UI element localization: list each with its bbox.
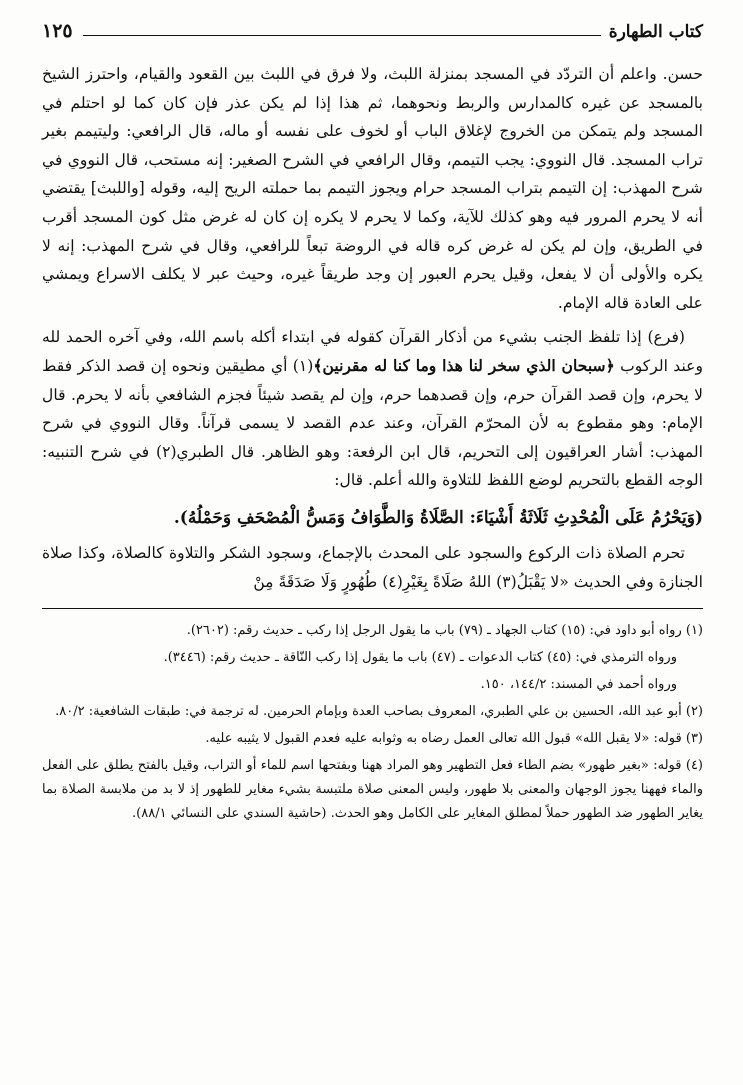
quran-quote: ﴿سبحان الذي سخر لنا هذا وما كنا له مقرنين﴾	[313, 355, 615, 375]
paragraph-2-text: (فرع) إذا تلفظ الجنب بشيء من أذكار القرآن كقوله في ابتداء أكله باسم الله، وفي آخره الحمد لله وعند الركوب	[42, 328, 703, 375]
page-number: ١٢٥	[42, 20, 73, 42]
footnote-rule	[42, 608, 703, 609]
footnotes	[42, 619, 703, 826]
footnote-2: (٢) أبو عبد الله، الحسين بن علي الطبري، المعروف بصاحب العدة وبإمام الحرمين. له ترجمة في: طبقات الشافعية: ٨٠/٢.	[55, 704, 703, 720]
footnote-1-line-2: ورواه الترمذي في: (٤٥) كتاب الدعوات ـ (٤٧) باب ما يقول إذا ركب النّاقة ـ حديث رقم: (٣٤٤٦).	[163, 650, 677, 666]
footnote-1-line-3: ورواه أحمد في المسند: ١٤٤/٢، ١٥٠.	[480, 677, 677, 693]
page-header	[42, 16, 703, 42]
header-rule	[83, 35, 601, 36]
matn-line: (وَيَحْرُمُ عَلَى الْمُحْدِثِ ثَلَاثَةُ أَشْيَاءَ: الصَّلَاةُ وَالطَّوَافُ وَمَسُّ الْمُصْحَفِ وَحَمْلُهُ).	[173, 507, 703, 528]
footnote-1: (١) رواه أبو داود في: (١٥) كتاب الجهاد ـ (٧٩) باب ما يقول الرجل إذا ركب ـ حديث رقم: (٢٦٠٢).	[186, 623, 703, 639]
running-title: كتاب الطهارة	[608, 22, 703, 42]
main-text	[42, 60, 703, 596]
paragraph-1: حسن. واعلم أن التردّد في المسجد بمنزلة اللبث، ولا فرق في اللبث بين القعود والقيام، واحترز الشيخ بالمسجد عن غيره كالمدارس والربط ونحوهما، ثم هذا إذا لم يكن عذر فإن كان كما لو احتلم في المسجد ولم يتمكن من الخروج لإغلاق الباب أو لخوف على نفسه أو ماله، قال الرافعي: وليتيمم بغير تراب المسجد. قال النووي: يجب التيمم، وقال الرافعي في الشرح الصغير: إنه مستحب، قال النووي في شرح المهذب: إن التيمم بتراب المسجد حرام ويجوز التيمم بما حملته الريح إليه، وقوله [واللبث] يقتضي أنه لا يحرم المرور فيه وهو كذلك للآية، وكما لا يحرم لا يكره إن كان له غرض مثل كون المسجد أقرب في الطريق، وإن لم يكن له غرض كره قاله في الروضة تبعاً للرافعي، وقال في شرح المهذب: إنه لا يكره والأولى أن لا يفعل، وقيل يحرم العبور إن وجد طريقاً غيره، وحيث عبر لا يكلف الاسراع ويمشي على العادة قاله الإمام.	[42, 65, 703, 312]
paragraph-2	[42, 323, 703, 495]
paragraph-2-rest: (١) أي مطيقين ونحوه إن قصد الذكر فقط لا يحرم، وإن قصد القرآن حرم، وإن قصدهما حرم، وإن لم يقصد شيئاً فجزم الشافعي بأنه لا يحرم. قال الإمام: وهو مقطوع به لأن المحرّم القرآن، وعند عدم القصد لا يسمى قرآناً. وقال النووي في شرح المهذب: أشار العراقيون إلى التحريم، قال ابن الرفعة: وهو الظاهر. قال الطبري(٢) في شرح التنبيه: الوجه القطع بالتحريم لوضع اللفظ للتلاوة والله أعلم. قال:	[42, 356, 703, 490]
footnote-3: (٣) قوله: «لا يقبل الله» قبول الله تعالى العمل رضاه به وثوابه عليه فعدم القبول لا يثيبه عليه.	[205, 731, 703, 747]
paragraph-3: تحرم الصلاة ذات الركوع والسجود على المحدث بالإجماع، وسجود الشكر والتلاوة كالصلاة، وكذا صلاة الجنازة وفي الحديث «لا يَقْبَلُ(٣) اللهُ صَلَاةً بِغَيْرِ(٤) طُهُورٍ وَلَا صَدَقَةً مِنْ	[42, 543, 703, 591]
footnote-4: (٤) قوله: «بغير طهور» بضم الطاء فعل التطهير وهو المراد ههنا وبفتحها اسم للماء أو التراب، وقيل بالفتح يطلق على الفعل والماء فههنا يجوز الوجهان والمعنى بلا طهور، وليس المعنى صلاة ملتبسة بشيء مغاير للطهور إذ لا بد من ملابسة الصلاة بما يغاير الطهور ضد الطهور حملاً لمطلق المغاير على الكامل وهو الحدث. (حاشية السندي على النسائي ٨٨/١).	[42, 758, 703, 822]
